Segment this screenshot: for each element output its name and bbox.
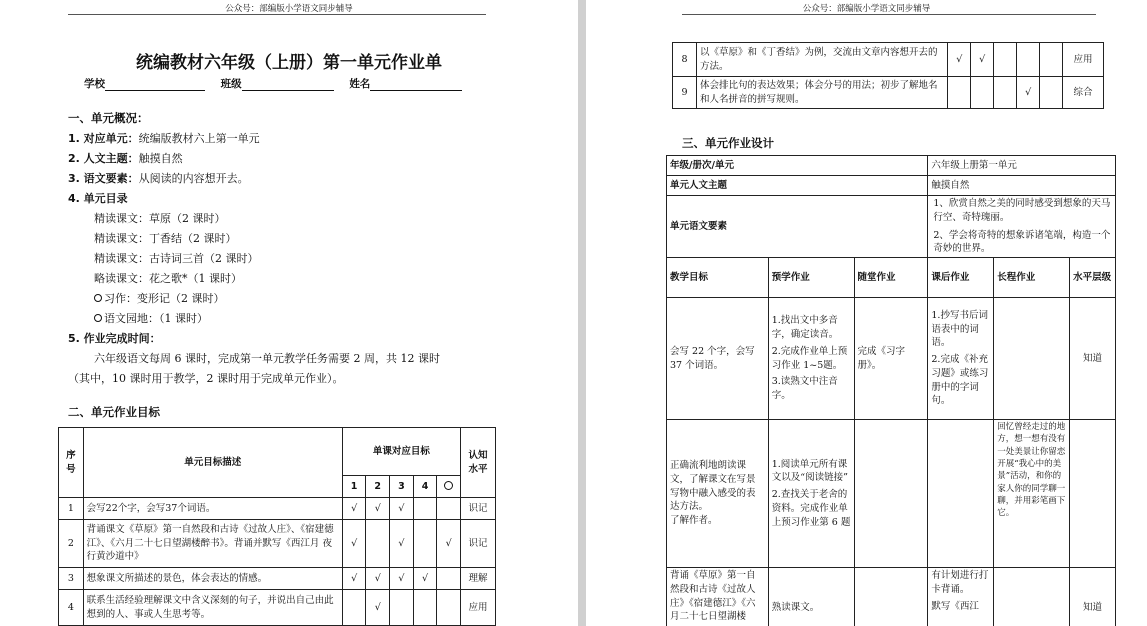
goal-cell: 会写 22 个字，会写 37 个词语。	[667, 298, 769, 420]
circle-marker-icon	[444, 481, 453, 490]
check-cell: √	[390, 498, 414, 520]
circle-bullet-icon	[94, 294, 102, 302]
goal-table-continued	[672, 42, 1104, 109]
row-level: 应用	[1063, 43, 1104, 77]
check-cell	[994, 43, 1017, 77]
row-desc: 想象课文所描述的景色，体会表达的情感。	[83, 568, 342, 590]
info-fields	[84, 76, 474, 91]
pre-item: 1.找出文中多音字，确定读音。	[771, 315, 839, 341]
check-cell: √	[390, 568, 414, 590]
long-cell	[994, 568, 1070, 626]
col-header: 课后作业	[928, 258, 994, 298]
check-cell: √	[342, 498, 366, 520]
check-cell	[366, 520, 390, 568]
col-header-level: 认知水平	[460, 428, 495, 498]
check-cell: √	[342, 520, 366, 568]
goal-cell	[667, 420, 769, 568]
circle-bullet-icon	[94, 314, 102, 322]
table-row	[673, 43, 1104, 77]
row-desc: 背诵课文《草原》第一自然段和古诗《过故人庄》、《宿建德江》、《六月二十七日望湖楼醉书》。背诵并默写《西江月 夜行黄沙道中》	[83, 520, 342, 568]
after-cell	[928, 298, 994, 420]
check-cell	[413, 520, 437, 568]
page-gap	[578, 0, 586, 626]
check-cell	[994, 77, 1017, 109]
table-row	[59, 568, 496, 590]
time-text: 六年级语文每周 6 课时，完成第一单元教学任务需要 2 周，共 12 课时	[94, 352, 440, 365]
col-header-map: 单课对应目标	[342, 428, 460, 476]
sub-header: 1	[342, 476, 366, 498]
goal-cell: 背诵《草原》第一自然段和古诗《过故人庄》《宿建德江》《六月二十七日望湖楼	[667, 568, 769, 626]
class-cell: 完成《习字册》。	[854, 298, 928, 420]
check-cell: √	[413, 568, 437, 590]
table-row	[59, 520, 496, 568]
row-level: 综合	[1063, 77, 1104, 109]
element-item: 1、欣赏自然之美的同时感受到想象的天马行空、奇特瑰丽。	[933, 198, 1111, 223]
long-cell: 回忆曾经走过的地方，想一想有没有一处美景让你留恋开展“我心中的美景”活动，和你的家人你的同学聊一聊，并用彩笔画下它。	[994, 420, 1070, 568]
check-cell: √	[342, 568, 366, 590]
theme-label: 单元人文主题	[667, 176, 928, 196]
row-no: 3	[59, 568, 84, 590]
element-item: 2、学会将奇特的想象诉诸笔端，构造一个奇妙的世界。	[933, 229, 1111, 255]
check-cell: √	[366, 498, 390, 520]
pre-cell	[768, 420, 854, 568]
class-label: 班级	[220, 78, 242, 90]
catalog-item: 习作：变形记（2 课时）	[94, 290, 225, 306]
check-cell: √	[1017, 77, 1040, 109]
section-heading-overview: 一、单元概况：	[68, 111, 149, 125]
check-cell	[1040, 77, 1063, 109]
row-level: 理解	[460, 568, 495, 590]
row-desc: 以《草原》和《丁香结》为例，交流由文章内容想开去的方法。	[696, 43, 947, 77]
table-row	[673, 77, 1104, 109]
school-blank	[105, 79, 205, 91]
after-item: 默写《西江	[931, 600, 979, 612]
catalog-item: 精读课文：草原（2 课时）	[94, 212, 226, 225]
sub-header: 4	[413, 476, 437, 498]
row-level: 识记	[460, 520, 495, 568]
check-cell	[437, 590, 461, 626]
row-no: 2	[59, 520, 84, 568]
after-item: 1.抄写书后词语表中的词语。	[931, 309, 988, 349]
goal-text: 正确流利地朗读课文，了解课文在写景写物中融入感受的表达方法。	[670, 460, 756, 513]
document-title: 统编教材六年级（上册）第一单元作业单	[136, 53, 442, 73]
row-level: 应用	[460, 590, 495, 626]
page-header: 公众号：部编版小学语文同步辅导	[225, 4, 353, 14]
table-row	[59, 498, 496, 520]
grade-value: 六年级上册第一单元	[928, 156, 1116, 176]
after-cell	[928, 420, 994, 568]
col-header-desc: 单元目标描述	[83, 428, 342, 498]
table-row	[667, 298, 1116, 420]
check-cell	[948, 77, 971, 109]
check-cell	[971, 77, 994, 109]
row-level: 识记	[460, 498, 495, 520]
after-cell	[928, 568, 994, 626]
check-cell	[413, 498, 437, 520]
grade-label: 年级/册次/单元	[667, 156, 928, 176]
time-text: （其中，10 课时用于教学，2 课时用于完成单元作业）。	[68, 372, 344, 385]
col-header: 水平层级	[1070, 258, 1116, 298]
overview-theme: 2. 人文主题：触摸自然	[68, 152, 183, 165]
section-heading-goals: 二、单元作业目标	[68, 405, 160, 419]
pre-item: 2.查找关于老舍的资料。完成作业单上预习作业第 6 题	[771, 489, 851, 528]
document-page-right	[586, 0, 1147, 626]
level-cell: 知道	[1070, 298, 1116, 420]
goal-table	[58, 427, 496, 626]
overview-unit: 1. 对应单元：统编版教材六上第一单元	[68, 132, 260, 145]
catalog-heading: 4. 单元目录	[68, 192, 128, 205]
class-blank	[242, 79, 334, 91]
pre-cell: 熟读课文。	[768, 568, 854, 626]
element-label: 单元语文要素	[667, 196, 928, 258]
check-cell: √	[390, 520, 414, 568]
pre-item: 2.完成作业单上预习作业 1~5题。	[771, 345, 848, 371]
pre-item: 3.读熟文中注音字。	[771, 376, 838, 402]
row-desc: 联系生活经验理解课文中含义深刻的句子，并说出自己由此想到的人、事或人生思考等。	[83, 590, 342, 626]
check-cell	[390, 590, 414, 626]
check-cell: √	[437, 520, 461, 568]
col-header: 长程作业	[994, 258, 1070, 298]
school-label: 学校	[84, 78, 105, 90]
row-no: 9	[673, 77, 697, 109]
catalog-item: 精读课文：古诗词三首（2 课时）	[94, 252, 259, 265]
row-desc: 体会排比句的表达效果；体会分号的用法；初步了解地名和人名拼音的拼写规则。	[696, 77, 947, 109]
table-row	[667, 420, 1116, 568]
sub-header: 3	[390, 476, 414, 498]
row-no: 8	[673, 43, 697, 77]
row-no: 1	[59, 498, 84, 520]
design-table	[666, 155, 1116, 626]
col-header: 随堂作业	[854, 258, 928, 298]
col-header: 预学作业	[768, 258, 854, 298]
long-cell	[994, 298, 1070, 420]
section-heading-design: 三、单元作业设计	[682, 136, 774, 150]
row-desc: 会写22个字，会写37个词语。	[83, 498, 342, 520]
page-header: 公众号：部编版小学语文同步辅导	[802, 4, 931, 14]
level-cell	[1070, 420, 1116, 568]
after-item: 2.完成《补充习题》或练习册中的字词句。	[931, 354, 989, 407]
catalog-item: 语文园地：（1 课时）	[94, 310, 208, 326]
class-cell	[854, 568, 928, 626]
sub-header: 2	[366, 476, 390, 498]
table-row	[59, 590, 496, 626]
catalog-item: 略读课文：花之歌*（1 课时）	[94, 272, 242, 285]
element-value	[928, 196, 1116, 258]
name-blank	[370, 79, 462, 91]
check-cell	[1017, 43, 1040, 77]
col-header-no: 序号	[59, 428, 84, 498]
header-rule	[68, 14, 486, 15]
check-cell: √	[971, 43, 994, 77]
level-cell: 知道	[1070, 568, 1116, 626]
col-header: 教学目标	[667, 258, 769, 298]
check-cell: √	[366, 590, 390, 626]
check-cell: √	[948, 43, 971, 77]
goal-text: 了解作者。	[670, 515, 718, 527]
check-cell	[413, 590, 437, 626]
check-cell	[342, 590, 366, 626]
sub-header	[437, 476, 461, 498]
row-no: 4	[59, 590, 84, 626]
check-cell	[437, 498, 461, 520]
check-cell: √	[366, 568, 390, 590]
catalog-item: 精读课文：丁香结（2 课时）	[94, 232, 237, 245]
after-item: 有计划进行打卡背诵。	[931, 570, 989, 595]
table-row	[667, 568, 1116, 626]
theme-value: 触摸自然	[928, 176, 1116, 196]
time-heading: 5. 作业完成时间：	[68, 332, 161, 345]
class-cell	[854, 420, 928, 568]
check-cell	[1040, 43, 1063, 77]
header-rule	[682, 14, 1096, 15]
pre-cell	[768, 298, 854, 420]
overview-element: 3. 语文要素：从阅读的内容想开去。	[68, 172, 249, 185]
check-cell	[437, 568, 461, 590]
name-label: 姓名	[349, 78, 371, 90]
pre-item: 1.阅读单元所有课文以及“阅读链接”	[771, 458, 848, 484]
